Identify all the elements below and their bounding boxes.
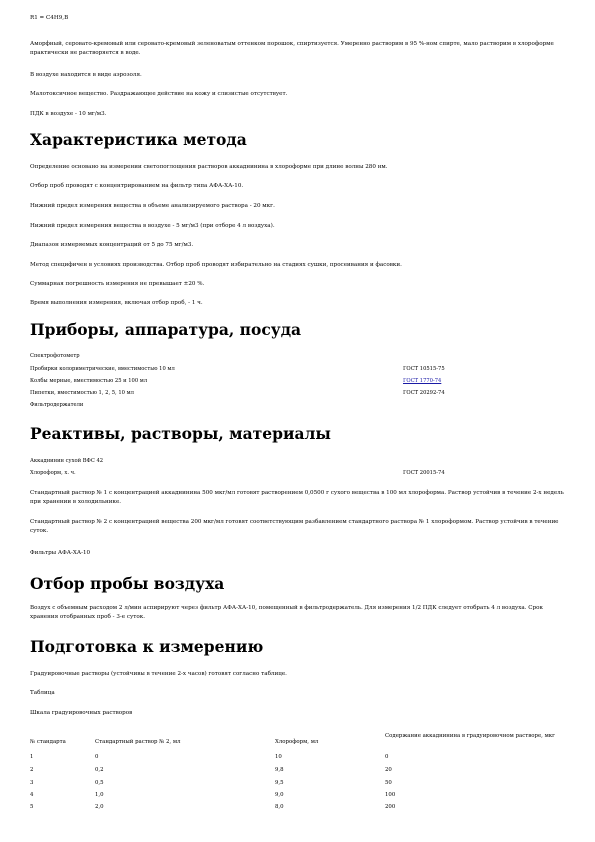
method-line: Нижний предел измерения вещества в объеме анализируемого раствора - 20 мкг. bbox=[30, 203, 275, 209]
table-cell: 2,0 bbox=[95, 804, 104, 810]
filters-line: Фильтры АФА-ХА-10 bbox=[30, 550, 91, 556]
equipment-name: Спектрофотометр bbox=[30, 353, 80, 359]
pdk-paragraph: ПДК в воздухе - 10 мг/м3. bbox=[30, 111, 107, 117]
equipment-row bbox=[30, 365, 570, 374]
toxicity-paragraph: Малотоксичное вещество. Раздражающее действие на кожу и слизистые отсутствует. bbox=[30, 91, 288, 97]
section-heading-method: Характеристика метода bbox=[30, 130, 247, 149]
reagent-name: Хлороформ, х. ч. bbox=[30, 470, 76, 476]
table-cell: 100 bbox=[385, 792, 396, 798]
equipment-name: Колбы мерные, вместимостью 25 и 100 мл bbox=[30, 378, 148, 384]
reagent-name: Аккаднинин сухой ВФС 42 bbox=[30, 458, 104, 464]
reagent-row bbox=[30, 469, 570, 478]
equipment-row bbox=[30, 352, 570, 361]
method-line: Метод специфичен в условиях производства. Отбор проб проводят избирательно на стадиях сушки, просеивания и фасовки. bbox=[30, 262, 402, 268]
table-cell: 10 bbox=[275, 754, 282, 760]
equipment-gost: ГОСТ 10515-75 bbox=[403, 366, 445, 372]
table-header-cell: Содержание аккаднинина в градуировочном растворе, мкг bbox=[385, 733, 555, 739]
table-cell: 5 bbox=[30, 804, 34, 810]
table-header-cell: № стандарта bbox=[30, 739, 66, 745]
table-cell: 0,2 bbox=[95, 767, 104, 773]
equipment-gost: ГОСТ 20292-74 bbox=[403, 390, 445, 396]
table-header-cell: Стандартный раствор № 2, мл bbox=[95, 739, 181, 745]
equipment-name: Пробирки колориметрические, вместимостью 10 мл bbox=[30, 366, 175, 372]
section-heading-equipment: Приборы, аппаратура, посуда bbox=[30, 320, 302, 339]
table-cell: 0 bbox=[385, 754, 389, 760]
description-paragraph: Аморфный, серовато-кремовый или серовато-кремовый зеленоватым оттенком порошок, спиртизуется. Умеренно растворим в 95 %-ном спирте, мало растворим в хлороформе практически не растворяется в воде. bbox=[30, 41, 554, 56]
table-cell: 1,0 bbox=[95, 792, 104, 798]
section-heading-reagents: Реактивы, растворы, материалы bbox=[30, 424, 331, 443]
standard-solution-2-paragraph: Стандартный раствор № 2 с концентрацией вещества 200 мкг/мл готовят соответствующим разбавлением стандартного раствора № 1 хлороформом. Раствор устойчив в течение суток. bbox=[30, 519, 559, 534]
table-cell: 9,0 bbox=[275, 792, 284, 798]
table-header-cell: Хлороформ, мл bbox=[275, 739, 319, 745]
table-cell: 4 bbox=[30, 792, 34, 798]
equipment-name: Пипетки, вместимостью 1, 2, 5, 10 мл bbox=[30, 390, 134, 396]
equipment-name: Фильтродержатели bbox=[30, 402, 84, 408]
reagent-gost: ГОСТ 20015-74 bbox=[403, 470, 445, 476]
formula-text: R1 = C4H9,B bbox=[30, 15, 69, 21]
method-line: Диапазон измеряемых концентраций от 5 до 75 мг/м3. bbox=[30, 242, 194, 248]
section-heading-sampling: Отбор пробы воздуха bbox=[30, 574, 225, 593]
table-cell: 0 bbox=[95, 754, 99, 760]
table-cell: 3 bbox=[30, 780, 34, 786]
aerosol-paragraph: В воздухе находится в виде аэрозоля. bbox=[30, 72, 142, 78]
method-line: Отбор проб проводят с концентрированием на фильтр типа АФА-ХА-10. bbox=[30, 183, 244, 189]
preparation-paragraph: Градуировочные растворы (устойчивы в течение 2-х часов) готовят согласно таблице. bbox=[30, 671, 287, 677]
equipment-row bbox=[30, 389, 570, 398]
table-cell: 200 bbox=[385, 804, 396, 810]
gost-1770-link[interactable]: ГОСТ 1770-74 bbox=[403, 378, 442, 384]
section-heading-preparation: Подготовка к измерению bbox=[30, 637, 264, 656]
table-cell: 50 bbox=[385, 780, 392, 786]
table-cell: 8,0 bbox=[275, 804, 284, 810]
standard-solution-1-paragraph: Стандартный раствор № 1 с концентрацией аккаднинина 500 мкг/мл готовят растворением 0,0500 г сухого вещества в 100 мл хлороформа. Раствор устойчив в течение 2-х недель при хранении в холодильнике. bbox=[30, 490, 564, 505]
table-cell: 2 bbox=[30, 767, 34, 773]
method-line: Суммарная погрешность измерения не превышает ±20 %. bbox=[30, 281, 205, 287]
table-caption: Шкала градуировочных растворов bbox=[30, 710, 133, 716]
table-label: Таблица bbox=[30, 690, 55, 696]
method-line: Определение основано на измерении светопоглощения растворов аккаднинина в хлороформе при длине волны 280 нм. bbox=[30, 164, 388, 170]
equipment-row bbox=[30, 401, 570, 410]
table-cell: 0,5 bbox=[95, 780, 104, 786]
table-cell: 9,5 bbox=[275, 780, 284, 786]
table-cell: 20 bbox=[385, 767, 392, 773]
sampling-paragraph: Воздух с объемным расходом 2 л/мин аспирируют через фильтр АФА-ХА-10, помещенный в фильтродержатель. Для измерения 1/2 ПДК следует отобрать 4 л воздуха. Срок хранения отобранных проб - 3-е суток. bbox=[30, 605, 544, 620]
table-cell: 1 bbox=[30, 754, 34, 760]
table-cell: 9,8 bbox=[275, 767, 284, 773]
equipment-row bbox=[30, 377, 570, 386]
method-line: Время выполнения измерения, включая отбор проб, - 1 ч. bbox=[30, 300, 203, 306]
reagent-row bbox=[30, 457, 570, 466]
method-line: Нижний предел измерения вещества в воздухе - 5 мг/м3 (при отборе 4 л воздуха). bbox=[30, 223, 275, 229]
